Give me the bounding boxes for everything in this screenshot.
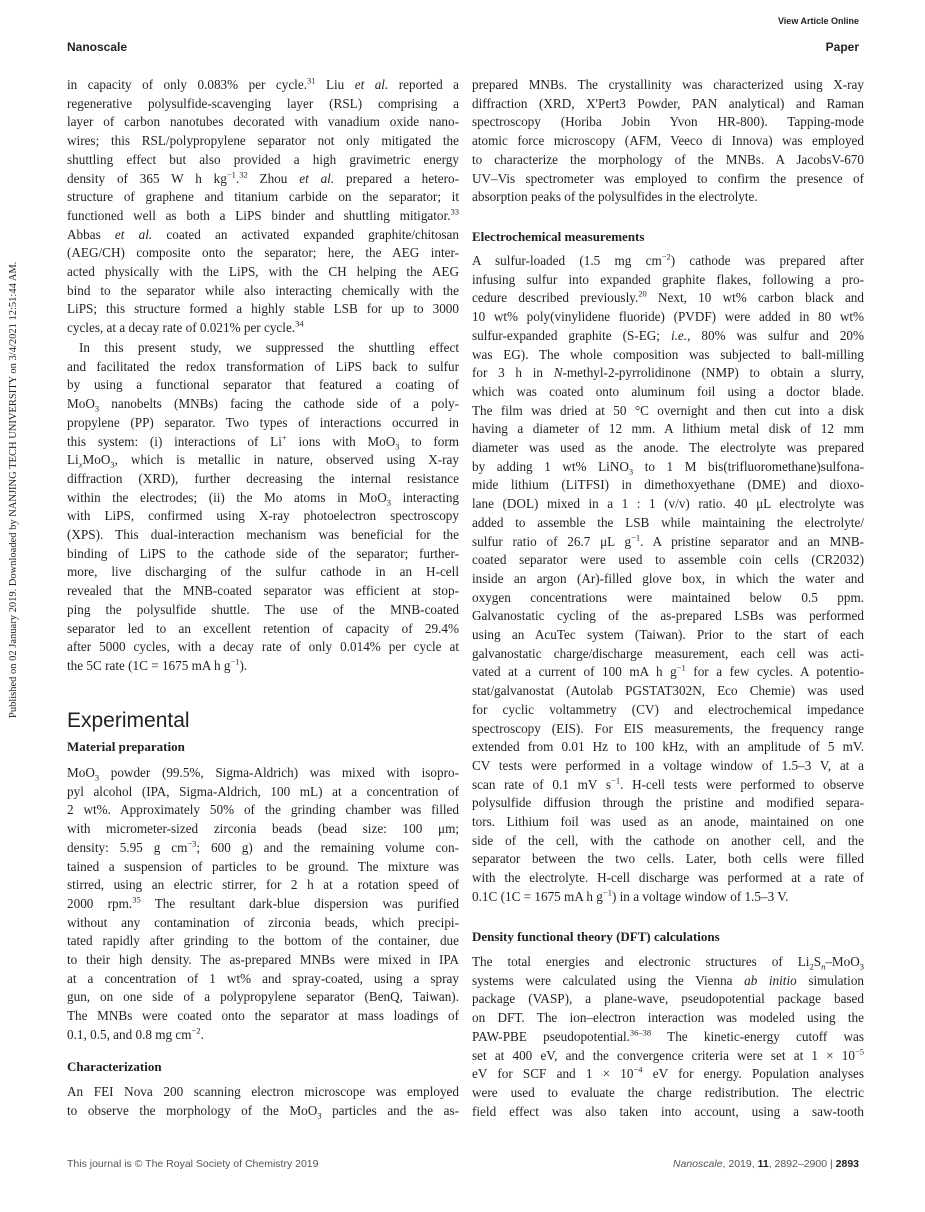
text-line: sulfur ratio of 26.7 μL $g^{-1}$. A pristine separator and an MNB- — [472, 532, 865, 549]
text-line: the 5C rate (1C = 1675 mA h $g^{-1}$). — [67, 656, 248, 673]
text-line: field effect was also taken into account, using a saw-tooth — [472, 1103, 864, 1119]
publication-download-note: Published on 02 January 2019. Downloaded by NANJING TECH UNIVERSITY on 3/4/2021 12:51:44 AM. — [8, 261, 19, 718]
text-line: MoO$_3$ nanobelts (MNBs) facing the cathode side of a poly- — [67, 396, 459, 414]
text-line: (AEG/CH) composite onto the separator; here, the AEG inter- — [67, 245, 459, 261]
text-line: by using a functional separator that featured a coating of — [67, 377, 459, 393]
text-line: atomic force microscopy (AFM, Veeco di Innova) was employed — [472, 133, 864, 149]
text-line: pyl alcohol (IPA, Sigma-Aldrich, 100 mL) at a concentration of — [67, 783, 459, 799]
footer-citation — [673, 1158, 859, 1170]
text-line: infusing sulfur into expanded graphite flakes, following a pro- — [472, 271, 864, 287]
text-line: package (VASP), a plane-wave, pseudopotential package based — [472, 991, 864, 1007]
text-line: CV tests were performed in a voltage window of 1.5–3 V, at a — [472, 757, 864, 773]
text-line: set at 400 eV, and the convergence criteria were set at $1 \times 10^{-5}$ — [472, 1046, 864, 1063]
text-line: binding of LiPS to the cathode side of the separator; further- — [67, 545, 459, 561]
subheading-characterization: Characterization — [67, 1059, 162, 1074]
footer-year: , 2019, — [722, 1158, 758, 1170]
text-line: eV for SCF and $1 \times 10^{-4}$ eV for energy. Population analyses — [472, 1064, 864, 1082]
text-line: UV–Vis spectrometer was employed to confirm the presence of — [472, 170, 864, 186]
text-line: ping the polysulfide shuttle. The use of the MNB-coated — [67, 601, 459, 617]
text-line: revealed that the MNB-coated separator was efficient at stop- — [67, 583, 459, 599]
subheading-dft-calculations: Density functional theory (DFT) calculations — [472, 929, 720, 944]
text-line: cedure described previously.$^{20}$ Next, 10 wt% carbon black and — [472, 289, 864, 306]
text-line: oxygen concentrations were maintained below 0.5 ppm. — [472, 589, 864, 605]
text-line: stat/galvanostat (Autolab PGSTAT302N, Eco Chemie) was used — [472, 683, 864, 699]
text-line: inside an argon (Ar)-filled glove box, in which the water and — [472, 570, 864, 586]
text-line: with micrometer-sized zirconia beads (bead size: 100 μm; — [67, 821, 459, 837]
text-line: MoO$_3$ powder (99.5%, Sigma-Aldrich) was mixed with isopro- — [67, 765, 459, 783]
text-line: by adding 1 wt% LiNO$_3$ to 1 M bis(trifluoromethane)sulfona- — [472, 458, 864, 477]
text-line: were used to evaluate the charge redistribution. The electric — [472, 1084, 864, 1100]
text-line: sulfur-expanded graphite (S-EG; i.e., 80% was sulfur and 20% — [472, 327, 864, 343]
text-line: to observe the morphology of the MoO$_3$ particles and the as- — [67, 1102, 459, 1121]
text-line: was EG). The whole composition was subjected to ball-milling — [472, 346, 864, 362]
text-line: tated rapidly after grinding to the bottom of the container, due — [67, 933, 459, 949]
text-line: (XPS). This dual-interaction mechanism was beneficial for the — [67, 527, 459, 542]
running-header-journal: Nanoscale — [67, 40, 128, 54]
text-line: within the electrodes; (ii) the Mo atoms in MoO$_3$ interacting — [67, 489, 460, 508]
text-line: added to assemble the LSB while maintaining the electrolyte/ — [472, 514, 864, 530]
section-title-experimental: Experimental — [67, 709, 190, 732]
text-line: propylene (PP) separator. Two types of interactions occurred in — [67, 414, 459, 430]
text-line: with LiPS, confirmed using X-ray photoelectron spectroscopy — [67, 508, 459, 524]
footer-page-number: 2893 — [835, 1158, 859, 1170]
text-line: diffraction (XRD, X'Pert3 Powder, PAN analytical) and Raman — [472, 95, 864, 111]
text-line: cycles, at a decay rate of 0.021% per cycle.$^{34}$ — [67, 318, 304, 336]
subheading-electrochemical-measurements: Electrochemical measurements — [472, 229, 645, 244]
text-line: structure of graphene and titanium carbide on the separator; it — [67, 189, 459, 205]
text-line: systems were calculated using the Vienna ab initio simulation — [472, 972, 865, 988]
text-line: stirred, using an electric stirrer, for 2 h at a rotation speed of — [67, 877, 459, 893]
running-header-article-type: Paper — [825, 40, 859, 54]
subheading-material-preparation: Material preparation — [67, 739, 185, 754]
text-line: bind to the separator while also interacting chemically with the — [67, 282, 459, 298]
text-line: In this present study, we suppressed the shuttling effect — [79, 340, 459, 355]
text-line: after 5000 cycles, with a decay rate of only 0.014% per cycle at — [67, 639, 459, 655]
text-line: density of 365 W h $kg^{-1}.^{32}$ Zhou et al. prepared a hetero- — [67, 169, 459, 186]
text-line: side of the cell, with the cathode on another cell, and the — [472, 832, 864, 848]
text-line: to characterize the morphology of the MNBs. A JacobsV-670 — [472, 151, 864, 167]
text-line: at a concentration of 1 wt% and spray-coated, using a spray — [67, 970, 459, 986]
text-line: vated at a current of 100 mA h $g^{-1}$ for a few cycles. A potentio- — [472, 663, 864, 680]
text-line: using an AcuTec system (Taiwan). Prior to the start of each — [472, 627, 864, 642]
text-line: polysulfide diffusion through the pristine and modified separa- — [472, 795, 864, 811]
text-line: The MNBs were coated onto the separator at mass loadings of — [67, 1008, 459, 1024]
text-line: shuttling effect but also provided a high gravimetric energy — [67, 151, 459, 167]
text-line: for 3 h in N-methyl-2-pyrrolidinone (NMP) to obtain a slurry, — [472, 365, 864, 381]
text-line: coated separator were used to assemble coin cells (CR2032) — [472, 552, 864, 568]
text-line: on DFT. The ion–electron interaction was modeled using the — [472, 1010, 864, 1026]
text-line: lane (DOL) mixed in a 1 : 1 (v/v) ratio. 40 μL electrolyte was — [472, 496, 864, 512]
footer-copyright: This journal is © The Royal Society of Chemistry 2019 — [67, 1158, 319, 1170]
text-line: extended from 0.01 Hz to 100 kHz, with an amplitude of 5 mV. — [472, 739, 864, 755]
text-line: with the electrolyte. H-cell discharge was performed at a rate of — [472, 870, 864, 886]
text-line: 0.1C (1C = 1675 mA h $g^{-1}$) in a voltage window of 1.5–3 V. — [472, 887, 789, 904]
footer-volume: 11 — [757, 1158, 769, 1170]
text-line: separator between the two cells. Later, both cells were filled — [472, 851, 864, 867]
text-line: more, live discharging of the sulfur cathode in an H-cell — [67, 564, 459, 580]
text-line: scan rate of 0.1 mV $s^{-1}$. H-cell tests were performed to observe — [472, 775, 864, 792]
text-line: 10 wt% poly(vinylidene fluoride) (PVDF) were added in 80 wt% — [472, 309, 864, 325]
text-line: The total energies and electronic structures of $Li_2S_n-MoO_3$ — [472, 954, 864, 972]
text-line: gun, on one side of a polypropylene separator (BenQ, Taiwan). — [67, 989, 459, 1005]
text-line: diameter was used as the anode. The electrolyte was prepared — [472, 440, 864, 455]
text-line: separator led to an excellent retention of capacity of 29.4% — [67, 620, 459, 636]
text-line: $Li_xMoO_3$, which is metallic in nature, observed using X-ray — [67, 452, 459, 470]
text-line: tors. Lithium foil was used as an anode, maintained on one — [472, 814, 864, 829]
text-line: layer of carbon nanotubes decorated with vanadium oxide nano- — [67, 114, 459, 130]
text-line: diffraction (XRD), further decreasing the internal resistance — [67, 470, 459, 486]
text-line: and facilitated the redox transformation of LiPS back to sulfur — [67, 358, 459, 374]
text-line: having a diameter of 12 mm. A lithium metal disk of 12 mm — [472, 421, 864, 437]
text-line: without any contamination of zirconia beads, which precipi- — [67, 914, 459, 930]
text-line: density: 5.95 g $cm^{-3}$; 600 g) and the remaining volume con- — [67, 838, 459, 855]
text-line: spectroscopy (Horiba Jobin Yvon HR-800). Tapping-mode — [472, 114, 864, 130]
text-line: galvanostatic charge/discharge measurement, each cell was acti- — [472, 645, 864, 661]
text-line: A sulfur-loaded (1.5 mg $cm^{-2}$) cathode was prepared after — [472, 251, 864, 268]
footer-journal-name: Nanoscale — [672, 1158, 723, 1170]
text-line: in capacity of only 0.083% per cycle.$^{31}$ Liu et al. reported a — [67, 75, 459, 92]
text-line: An FEI Nova 200 scanning electron microscope was employed — [67, 1084, 459, 1099]
text-line: The film was dried at 50 °C overnight and then cut into a disk — [472, 402, 864, 418]
text-line: Galvanostatic cycling of the as-prepared LSBs was performed — [472, 608, 864, 624]
text-line: 0.1, 0.5, and 0.8 mg $cm^{-2}$. — [67, 1025, 204, 1042]
text-line: Abbas et al. coated an activated expanded graphite/chitosan — [67, 226, 459, 242]
text-line: tained a suspension of particles to be ground. The mixture was — [67, 858, 459, 874]
text-line: acted physically with the LiPS, with the CH helping the AEG — [67, 264, 459, 279]
text-line: functioned well as both a LiPS binder and shuttling mitigator.$^{33}$ — [67, 206, 459, 223]
text-line: regenerative polysulfide-scavenging layer (RSL) comprising a — [67, 95, 459, 111]
footer-pages: , 2892–2900 | — [768, 1158, 836, 1170]
view-article-online-link[interactable]: View Article Online — [777, 16, 859, 26]
text-line: wires; this RSL/polypropylene separator not only mitigated the — [67, 133, 459, 149]
text-line: PAW-PBE pseudopotential.$^{36-38}$ The kinetic-energy cutoff was — [472, 1027, 864, 1044]
text-line: 2 wt%. Approximately 50% of the grinding chamber was filled — [67, 802, 459, 818]
text-line: which was coated onto aluminum foil using a doctor blade. — [472, 383, 864, 399]
text-line: spectroscopy (EIS). For EIS measurements, the frequency range — [472, 720, 864, 736]
text-line: LiPS; this structure formed a highly stable LSB for up to 3000 — [67, 301, 459, 317]
text-line: 2000 rpm.$^{35}$ The resultant dark-blue dispersion was purified — [67, 894, 459, 911]
text-line: this system: (i) interactions of Li+ ions with MoO$_3$ to form — [67, 432, 459, 452]
text-line: to their high density. The as-prepared MNBs were mixed in IPA — [67, 952, 459, 967]
text-line: absorption peaks of the polysulfides in the electrolyte. — [472, 189, 758, 205]
text-line: for cyclic voltammetry (CV) and electrochemical impedance — [472, 701, 864, 717]
text-line: prepared MNBs. The crystallinity was characterized using X-ray — [472, 77, 864, 92]
text-line: mide lithium (LiTFSI) in dimethoxyethane (DME) and dioxo- — [472, 477, 864, 493]
